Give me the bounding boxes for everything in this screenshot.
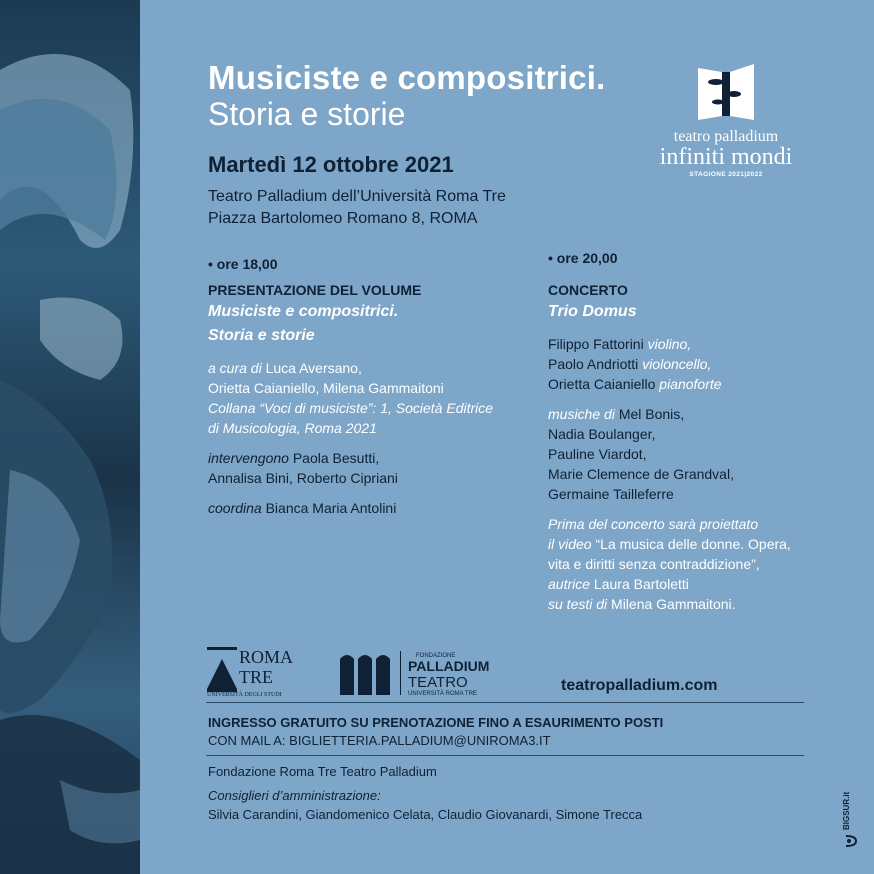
speakers-names-1: Paola Besutti, (292, 450, 380, 466)
curated-names-1: Luca Aversano, (265, 360, 362, 376)
author-name: Laura Bartoletti (593, 576, 689, 592)
foundation-info (208, 764, 642, 823)
musician-name: Filippo Fattorini (548, 336, 644, 352)
presentation-column (208, 254, 528, 518)
musician-1 (548, 334, 838, 354)
presentation-time: • ore 18,00 (208, 256, 278, 272)
book-title-1: Musiciste e compositrici. (208, 303, 399, 320)
roma-tre-text-1: ROMA (239, 647, 294, 667)
moderator-label: coordina (208, 500, 262, 516)
palladium-text: PALLADIUM (408, 658, 490, 674)
texts-author: Milena Gammaitoni. (611, 596, 736, 612)
moderator-name: Bianca Maria Antolini (265, 500, 397, 516)
video-line-5 (548, 594, 838, 614)
board-members: Silvia Carandini, Giandomenico Celata, Claudio Giovanardi, Simone Trecca (208, 807, 643, 822)
texts-label: su testi di (548, 596, 608, 612)
event-date: Martedì 12 ottobre 2021 (208, 152, 454, 177)
musician-instrument: violino, (647, 336, 692, 352)
board-label: Consiglieri d’amministrazione: (208, 788, 381, 803)
music-label: musiche di (548, 406, 615, 422)
curated-label: a cura di (208, 360, 262, 376)
title-line-1: Musiciste e compositrici. (208, 59, 606, 96)
series-line-1: Collana “Voci di musiciste”: 1, Società Editrice (208, 400, 494, 416)
bigsur-credit (842, 790, 858, 854)
musician-instrument: pianoforte (659, 376, 722, 392)
video-line-4 (548, 574, 838, 594)
foundation-name: Fondazione Roma Tre Teatro Palladium (208, 764, 437, 779)
venue-line-2: Piazza Bartolomeo Romano 8, ROMA (208, 210, 478, 227)
moderator-line (208, 498, 528, 518)
concert-time: • ore 20,00 (548, 250, 618, 266)
door-icon (694, 62, 758, 120)
teatro-palladium-logo (648, 62, 804, 178)
video-label: il video (548, 536, 592, 552)
curators-line-1 (208, 358, 528, 378)
presentation-heading: PRESENTAZIONE DEL VOLUME (208, 282, 422, 298)
divider-bottom (206, 755, 804, 756)
curated-names-2: Orietta Caianiello, Milena Gammaitoni (208, 380, 444, 396)
partner-logos (206, 645, 806, 697)
roma-tre-text-3: UNIVERSITÀ DEGLI STUDI (207, 692, 282, 697)
composer: Pauline Viardot, (548, 446, 647, 462)
concert-column (548, 248, 838, 614)
credit-text: BIGSUR.it (842, 791, 851, 830)
roma-tre-logo (206, 645, 302, 697)
video-line-3: vita e diritti senza contraddizione”, (548, 556, 760, 572)
ensemble-name: Trio Domus (548, 303, 637, 320)
venue-line-1: Teatro Palladium dell’Università Roma Tre (208, 188, 506, 205)
title-line-2: Storia e storie (208, 96, 406, 132)
univ-text: UNIVERSITÀ ROMA TRE (408, 691, 477, 697)
bigsur-logo-icon (844, 834, 858, 848)
entry-line-2: CON MAIL A: BIGLIETTERIA.PALLADIUM@UNIROMA3.IT (208, 733, 551, 748)
divider-top (206, 702, 804, 703)
speakers-names-2: Annalisa Bini, Roberto Cipriani (208, 470, 398, 486)
speakers-label: intervengono (208, 450, 289, 466)
event-title (208, 60, 605, 132)
musician-2 (548, 354, 838, 374)
series-line-2: di Musicologia, Roma 2021 (208, 420, 377, 436)
composers-line-1 (548, 404, 838, 424)
speakers-line-1 (208, 448, 528, 468)
painting-strip (0, 0, 140, 874)
musician-3 (548, 374, 838, 394)
fondazione-palladium-logo (338, 649, 508, 697)
musician-instrument: violoncello, (642, 356, 712, 372)
entry-line-1: INGRESSO GRATUITO SU PRENOTAZIONE FINO A ESAURIMENTO POSTI (208, 715, 664, 730)
author-label: autrice (548, 576, 591, 592)
video-title-1: “La musica delle donne. Opera, (595, 536, 791, 552)
fondazione-text: FONDAZIONE (416, 653, 456, 659)
entry-info (208, 714, 663, 750)
venue (208, 186, 506, 230)
musician-name: Paolo Andriotti (548, 356, 639, 372)
website-link[interactable]: teatropalladium.com (561, 677, 718, 694)
video-line-1: Prima del concerto sarà proiettato (548, 516, 759, 532)
season-title: infiniti mondi (659, 144, 793, 170)
composer: Germaine Tailleferre (548, 486, 674, 502)
teatro-text: TEATRO (408, 674, 468, 691)
composer: Marie Clemence de Grandval, (548, 466, 734, 482)
concert-heading: CONCERTO (548, 282, 628, 298)
musician-name: Orietta Caianiello (548, 376, 656, 392)
theatre-name: teatro palladium (673, 128, 779, 145)
roma-tre-text-2: TRE (239, 667, 273, 687)
composer: Mel Bonis, (618, 406, 685, 422)
book-title-2: Storia e storie (208, 327, 315, 344)
video-line-2 (548, 534, 838, 554)
composer: Nadia Boulanger, (548, 426, 656, 442)
season-years: STAGIONE 2021|2022 (689, 171, 763, 178)
painting-figure (0, 0, 140, 874)
